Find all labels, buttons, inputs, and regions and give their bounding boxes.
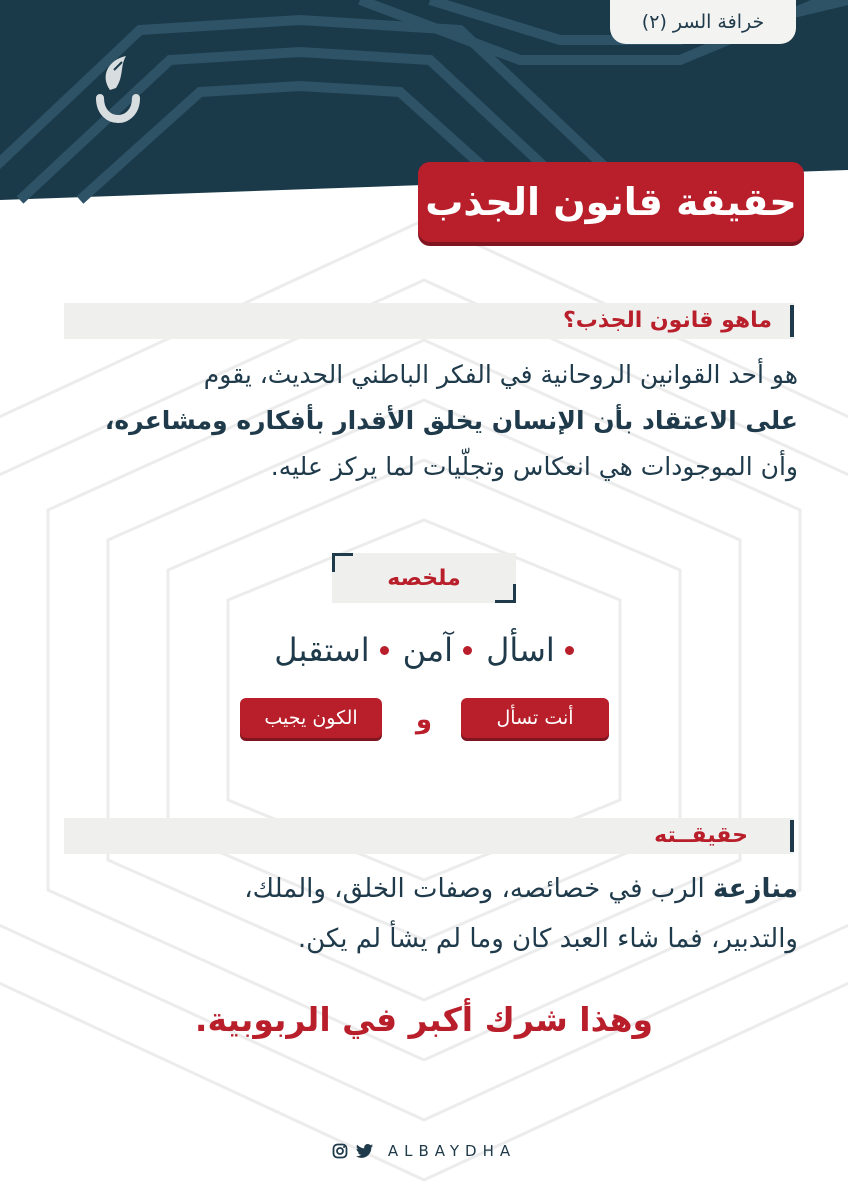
you-ask-badge bbox=[461, 698, 609, 738]
heading-accent-rule bbox=[790, 305, 794, 337]
section-truth-heading-bar bbox=[64, 818, 794, 854]
section-what-is-heading: ماهو قانون الجذب؟ bbox=[563, 308, 772, 333]
series-label: خرافة السر (٢) bbox=[641, 11, 765, 33]
page-title: حقيقة قانون الجذب bbox=[425, 180, 797, 224]
summary-step bbox=[486, 631, 574, 669]
truth-line-1 bbox=[58, 864, 798, 914]
corner-bracket-bottom-right bbox=[495, 584, 516, 603]
truth-paragraph bbox=[58, 864, 798, 964]
summary-step-label: اسأل bbox=[486, 631, 555, 669]
footer-handle: ALBAYDHA bbox=[387, 1142, 517, 1160]
brand-logo bbox=[86, 50, 150, 134]
definition-line-3: وأن الموجودات هي انعكاس وتجلّيات لما يركز عليه. bbox=[270, 452, 798, 481]
instagram-icon bbox=[332, 1143, 348, 1159]
twitter-icon bbox=[356, 1143, 374, 1159]
summary-step bbox=[403, 631, 472, 669]
summary-step-label: آمن bbox=[402, 631, 454, 669]
definition-line-1: هو أحد القوانين الروحانية في الفكر الباطني الحديث، يقوم bbox=[203, 360, 798, 389]
heading-accent-rule bbox=[790, 820, 794, 852]
section-truth-heading: حقيقــته bbox=[654, 823, 748, 848]
truth-line-1-rest: الرب في خصائصه، وصفات الخلق، والملك، bbox=[244, 874, 714, 904]
corner-bracket-top-left bbox=[332, 553, 353, 572]
summary-heading-box bbox=[332, 553, 516, 603]
summary-step bbox=[274, 631, 388, 669]
definition-line-2: على الاعتقاد بأن الإنسان يخلق الأقدار بأفكاره ومشاعره، bbox=[104, 406, 798, 435]
definition-paragraph bbox=[58, 352, 798, 490]
summary-heading: ملخصه bbox=[387, 565, 461, 591]
conjunction-label: و bbox=[415, 705, 433, 735]
bullet-dot-icon bbox=[565, 646, 574, 655]
footer bbox=[0, 1138, 848, 1164]
summary-step-label: استقبل bbox=[274, 631, 370, 669]
section-what-is-heading-bar bbox=[64, 303, 794, 339]
truth-line-2: والتدبير، فما شاء العبد كان وما لم يشأ لم يكن. bbox=[297, 924, 798, 954]
verdict-statement: وهذا شرك أكبر في الربوبية. bbox=[194, 1000, 654, 1039]
page-title-box bbox=[418, 162, 804, 242]
universe-answers-badge bbox=[240, 698, 382, 738]
summary-steps bbox=[0, 622, 848, 678]
bullet-dot-icon bbox=[463, 646, 472, 655]
universe-answers-label: الكون يجيب bbox=[264, 707, 358, 729]
series-label-tab bbox=[610, 0, 796, 44]
you-ask-label: أنت تسأل bbox=[496, 707, 574, 729]
bullet-dot-icon bbox=[380, 646, 389, 655]
truth-bold-word: منازعة bbox=[713, 874, 798, 904]
